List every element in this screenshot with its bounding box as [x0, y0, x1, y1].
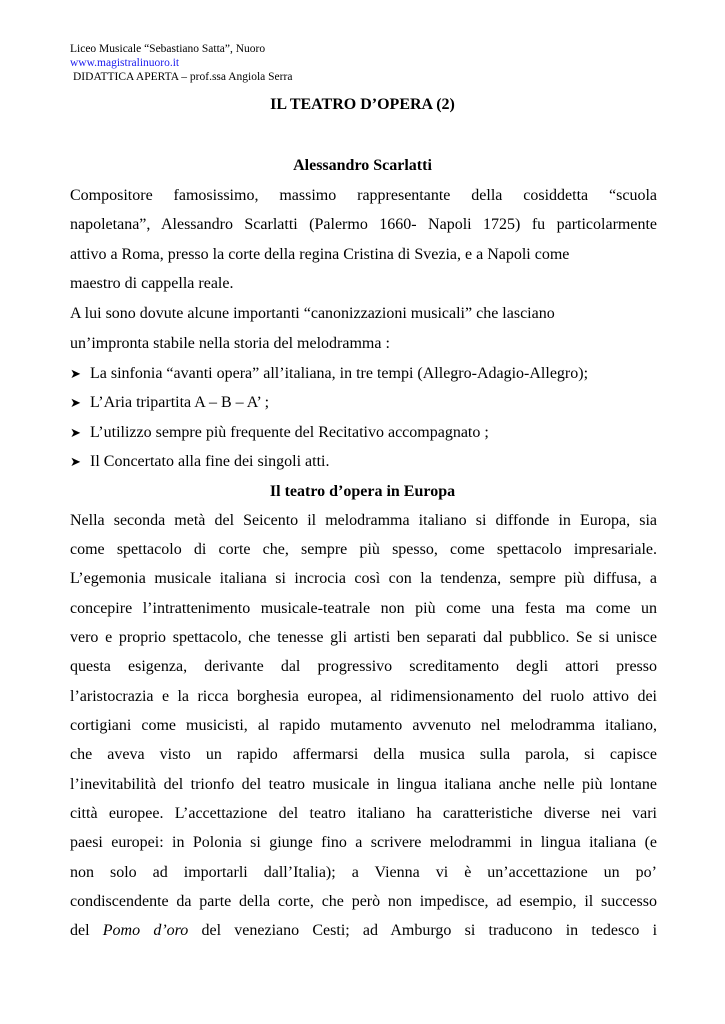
text-line: condiscendente da parte della corte, che però non impedisce, ad esempio, il successo [70, 893, 657, 910]
text-line: maestro di cappella reale. [70, 275, 234, 292]
arrow-bullet-icon: ➤ [70, 396, 81, 411]
arrow-bullet-icon: ➤ [70, 455, 81, 470]
school-name: Liceo Musicale “Sebastiano Satta”, Nuoro [70, 43, 266, 55]
page-title: IL TEATRO D’OPERA (2) [270, 96, 455, 113]
text-line: non solo ad importarli dall’Italia); a Vienna vi è un’accettazione un po’ [70, 864, 657, 881]
list-item: ➤ L’utilizzo sempre più frequente del Recitativo accompagnato ; [70, 424, 489, 441]
course-label: DIDATTICA APERTA – prof.ssa Angiola Serra [73, 71, 293, 83]
text-line: napoletana”, Alessandro Scarlatti (Palermo 1660- Napoli 1725) fu particolarmente [70, 216, 657, 233]
text-line: un’impronta stabile nella storia del melodramma : [70, 335, 390, 352]
list-item: ➤ Il Concertato alla fine dei singoli atti. [70, 453, 330, 470]
text-line: vero e proprio spettacolo, che tenesse gli artisti ben separati dal pubblico. Se si unisce [70, 629, 657, 646]
text-fragment: del [70, 922, 90, 939]
text-line: come spettacolo di corte che, sempre più spesso, come spettacolo impresariale. [70, 541, 657, 558]
text-line: paesi europei: in Polonia si giunge fino a scrivere melodrammi in lingua italiana (e [70, 834, 657, 851]
section-heading-scarlatti: Alessandro Scarlatti [293, 157, 432, 174]
text-line: l’inevitabilità del trionfo del teatro musicale in lingua italiana anche nelle più lontane [70, 776, 657, 793]
text-line: A lui sono dovute alcune importanti “canonizzazioni musicali” che lasciano [70, 305, 555, 322]
text-line: che aveva visto un rapido affermarsi della musica sulla parola, si capisce [70, 746, 657, 763]
list-item: ➤ La sinfonia “avanti opera” all’italiana, in tre tempi (Allegro-Adagio-Allegro); [70, 365, 589, 382]
text-line: l’aristocrazia e la ricca borghesia europea, al ridimensionamento del ruolo attivo dei [70, 688, 657, 705]
website-link[interactable]: www.magistralinuoro.it [70, 57, 180, 69]
arrow-bullet-icon: ➤ [70, 367, 81, 382]
text-line: Nella seconda metà del Seicento il melodramma italiano si diffonde in Europa, sia [70, 512, 657, 529]
text-line: L’egemonia musicale italiana si incrocia così con la tendenza, sempre più diffusa, a [70, 570, 657, 587]
text-line: cortigiani come musicisti, al rapido mutamento avvenuto nel melodramma italiano, [70, 717, 657, 734]
arrow-bullet-icon: ➤ [70, 426, 81, 441]
list-item: ➤ L’Aria tripartita A – B – A’ ; [70, 394, 270, 411]
text-line: città europee. L’accettazione del teatro italiano ha caratteristiche diverse nei vari [70, 805, 657, 822]
opera-title-italic: Pomo d’oro [102, 922, 189, 939]
text-line [70, 922, 657, 940]
text-line: Compositore famosissimo, massimo rappresentante della cosiddetta “scuola [70, 187, 657, 204]
text-line: attivo a Roma, presso la corte della regina Cristina di Svezia, e a Napoli come [70, 246, 570, 263]
text-line: questa esigenza, derivante dal progressivo screditamento degli attori presso [70, 658, 657, 675]
text-fragment: del veneziano Cesti; ad Amburgo si traducono in tedesco i [201, 922, 658, 939]
text-line: concepire l’intrattenimento musicale-teatrale non più come una festa ma come un [70, 600, 657, 617]
section-heading-europa: Il teatro d’opera in Europa [269, 483, 456, 500]
document-header [70, 42, 292, 84]
